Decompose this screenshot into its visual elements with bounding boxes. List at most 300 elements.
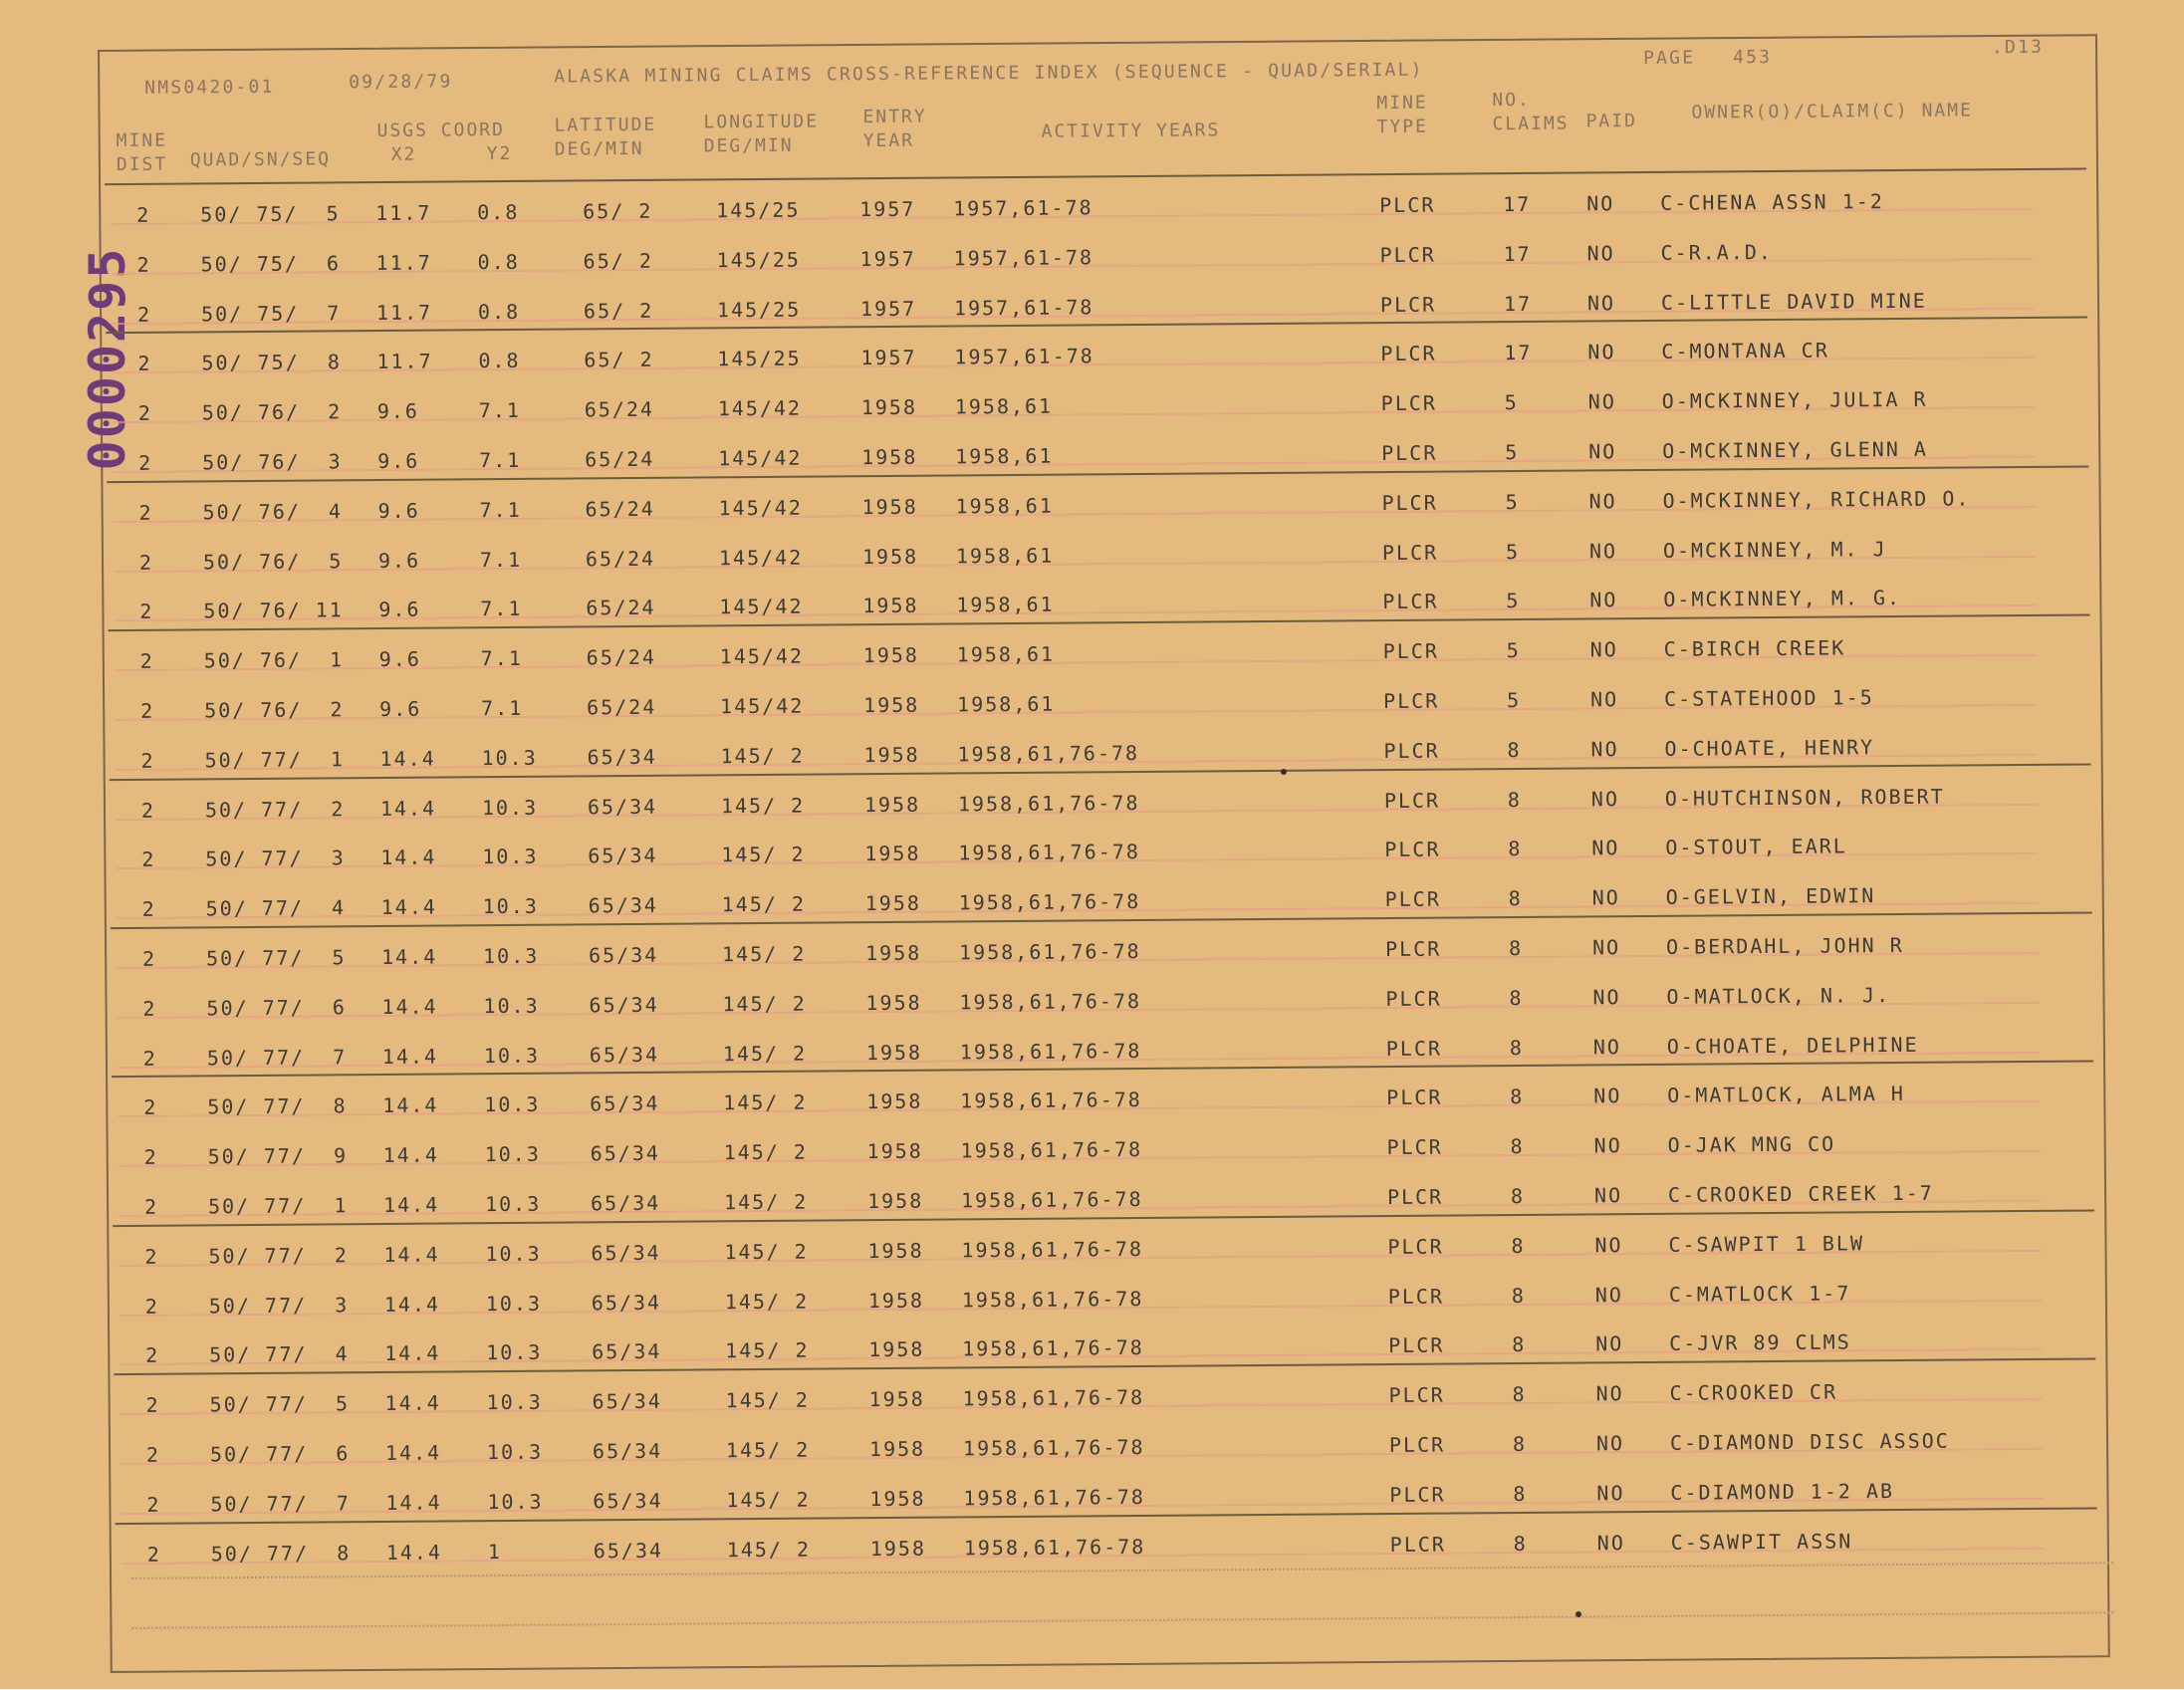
cell-y2: 0.8 [477, 299, 521, 324]
col-x2: X2 [390, 143, 417, 165]
cell-paid: NO [1591, 836, 1620, 860]
cell-paid: NO [1586, 290, 1616, 316]
cell-paid: NO [1593, 1183, 1623, 1208]
cell-mine-type: PLCR [1383, 738, 1440, 763]
cell-latitude: 65/ 2 [583, 198, 653, 224]
cell-mine-dist: 2 [145, 1392, 160, 1418]
cell-paid: NO [1588, 489, 1617, 514]
cell-longitude: 145/42 [720, 693, 805, 719]
cell-entry-year: 1957 [859, 246, 916, 271]
cell-longitude: 145/ 2 [724, 1289, 810, 1314]
cell-mine-type: PLCR [1386, 1085, 1443, 1110]
cell-owner-claim-name: C-CHENA ASSN 1-2 [1660, 189, 1884, 215]
cell-quad-sn-seq: 50/ 77/ 8 [210, 1540, 352, 1566]
cell-owner-claim-name: C-SAWPIT ASSN [1670, 1528, 1853, 1555]
cell-no-claims: 8 [1510, 1134, 1525, 1159]
cell-entry-year: 1958 [862, 642, 919, 668]
cell-quad-sn-seq: 50/ 77/ 7 [206, 1044, 348, 1070]
cell-longitude: 145/42 [717, 395, 803, 421]
cell-x2: 11.7 [376, 349, 433, 374]
cell-latitude: 65/34 [587, 744, 657, 770]
blank-line [131, 1611, 2113, 1629]
sheet-code: .D13 [1991, 36, 2045, 59]
cell-latitude: 65/24 [587, 694, 657, 720]
cell-quad-sn-seq: 50/ 76/ 2 [201, 399, 343, 425]
cell-y2: 10.3 [482, 943, 540, 969]
cell-quad-sn-seq: 50/ 77/ 4 [205, 895, 347, 921]
cell-y2: 0.8 [477, 249, 520, 274]
cell-y2: 10.3 [482, 845, 539, 869]
cell-no-claims: 17 [1503, 241, 1532, 266]
row-separator [105, 167, 2086, 185]
cell-activity-years: 1958,61,76-78 [963, 1534, 1146, 1560]
cell-paid: NO [1595, 1431, 1625, 1456]
cell-mine-dist: 2 [140, 798, 156, 823]
cell-latitude: 65/34 [593, 1538, 664, 1563]
cell-longitude: 145/ 2 [725, 1337, 810, 1363]
cell-latitude: 65/ 2 [583, 248, 653, 274]
cell-activity-years: 1957,61-78 [954, 344, 1094, 369]
cell-longitude: 145/ 2 [723, 1139, 808, 1165]
cell-paid: NO [1589, 637, 1618, 662]
cell-no-claims: 8 [1509, 985, 1524, 1010]
cell-quad-sn-seq: 50/ 76/ 4 [202, 499, 344, 525]
page-label: PAGE [1642, 47, 1696, 69]
cell-activity-years: 1958,61 [956, 641, 1056, 667]
cell-no-claims: 8 [1508, 837, 1523, 861]
cell-mine-dist: 2 [138, 500, 153, 525]
cell-owner-claim-name: O-HUTCHINSON, ROBERT [1664, 784, 1945, 811]
cell-y2: 10.3 [486, 1439, 544, 1465]
cell-mine-type: PLCR [1380, 390, 1438, 416]
cell-owner-claim-name: O-JAK MNG CO [1667, 1131, 1836, 1158]
cell-latitude: 65/34 [589, 992, 659, 1018]
cell-y2: 10.3 [481, 745, 538, 770]
cell-activity-years: 1957,61-78 [953, 195, 1093, 221]
cell-mine-type: PLCR [1388, 1432, 1446, 1458]
cell-no-claims: 5 [1505, 489, 1520, 514]
cell-quad-sn-seq: 50/ 76/ 2 [204, 697, 345, 723]
cell-x2: 14.4 [382, 1142, 439, 1168]
cell-x2: 14.4 [383, 1242, 440, 1267]
cell-owner-claim-name: O-CHOATE, HENRY [1664, 734, 1875, 761]
cell-entry-year: 1958 [868, 1337, 925, 1362]
cell-owner-claim-name: O-MCKINNEY, M. G. [1663, 586, 1902, 612]
cell-y2: 7.1 [480, 597, 523, 621]
col-y2: Y2 [486, 142, 513, 165]
cell-no-claims: 8 [1512, 1431, 1528, 1457]
cell-y2: 0.8 [478, 349, 521, 373]
cell-mine-dist: 2 [140, 698, 155, 723]
cell-paid: NO [1589, 588, 1618, 612]
cell-quad-sn-seq: 50/ 77/ 5 [209, 1391, 351, 1417]
cell-owner-claim-name: O-BERDAHL, JOHN R [1665, 932, 1904, 959]
cell-mine-dist: 2 [141, 946, 157, 971]
cell-latitude: 65/34 [588, 942, 659, 968]
cell-paid: NO [1590, 786, 1620, 812]
cell-activity-years: 1958,61,76-78 [962, 1385, 1145, 1411]
cell-x2: 14.4 [384, 1390, 441, 1416]
cell-activity-years: 1958,61 [955, 443, 1054, 469]
cell-mine-type: PLCR [1386, 1184, 1444, 1210]
cell-activity-years: 1958,61 [955, 493, 1054, 519]
cell-longitude: 145/ 2 [721, 843, 806, 867]
cell-y2: 7.1 [480, 646, 523, 671]
cell-quad-sn-seq: 50/ 77/ 8 [207, 1093, 348, 1119]
cell-activity-years: 1957,61-78 [953, 245, 1094, 271]
cell-quad-sn-seq: 50/ 77/ 6 [209, 1441, 351, 1467]
cell-mine-type: PLCR [1385, 986, 1442, 1011]
cell-entry-year: 1958 [866, 1138, 923, 1164]
cell-x2: 14.4 [380, 944, 438, 969]
cell-activity-years: 1958,61,76-78 [957, 790, 1140, 817]
cell-latitude: 65/24 [586, 644, 657, 670]
cell-longitude: 145/ 2 [725, 1387, 810, 1413]
cell-no-claims: 8 [1511, 1283, 1526, 1308]
report-title: ALASKA MINING CLAIMS CROSS-REFERENCE INDEX (SEQUENCE - QUAD/SERIAL) [554, 59, 1424, 88]
cell-longitude: 145/42 [718, 495, 803, 521]
cell-mine-type: PLCR [1386, 1134, 1443, 1160]
cell-paid: NO [1587, 389, 1616, 414]
cell-mine-dist: 2 [137, 400, 152, 426]
cell-longitude: 145/ 2 [724, 1239, 809, 1265]
cell-longitude: 145/ 2 [721, 891, 807, 917]
cell-owner-claim-name: O-GELVIN, EDWIN [1665, 883, 1876, 910]
cell-no-claims: 17 [1504, 341, 1533, 365]
cell-mine-type: PLCR [1387, 1284, 1445, 1309]
cell-longitude: 145/ 2 [726, 1487, 811, 1513]
cell-quad-sn-seq: 50/ 77/ 6 [206, 995, 347, 1021]
cell-entry-year: 1958 [861, 544, 919, 569]
page-number: 453 [1732, 46, 1773, 69]
cell-mine-type: PLCR [1384, 886, 1441, 912]
cell-quad-sn-seq: 50/ 77/ 9 [207, 1143, 349, 1169]
cell-entry-year: 1958 [864, 940, 922, 966]
cell-mine-dist: 2 [146, 1492, 161, 1517]
cell-owner-claim-name: O-MCKINNEY, GLENN A [1662, 436, 1929, 463]
cell-quad-sn-seq: 50/ 75/ 7 [200, 300, 342, 326]
cell-quad-sn-seq: 50/ 77/ 2 [204, 796, 346, 822]
cell-paid: NO [1591, 935, 1621, 960]
cell-x2: 9.6 [378, 646, 421, 672]
cell-latitude: 65/34 [592, 1339, 662, 1364]
cell-longitude: 145/ 2 [723, 1189, 809, 1215]
cell-latitude: 65/34 [589, 1042, 660, 1067]
cell-mine-type: PLCR [1381, 540, 1439, 565]
cell-latitude: 65/24 [585, 496, 655, 522]
cell-x2: 14.4 [380, 845, 437, 870]
cell-latitude: 65/34 [587, 794, 658, 819]
cell-entry-year: 1958 [866, 1188, 924, 1214]
cell-entry-year: 1958 [866, 1089, 923, 1114]
cell-entry-year: 1958 [864, 842, 921, 866]
cell-mine-dist: 2 [136, 252, 151, 277]
cell-owner-claim-name: O-MATLOCK, ALMA H [1667, 1082, 1906, 1108]
cell-quad-sn-seq: 50/ 76/ 1 [203, 647, 345, 673]
cell-paid: NO [1586, 191, 1615, 216]
cell-no-claims: 5 [1505, 439, 1520, 465]
cell-mine-type: PLCR [1388, 1332, 1445, 1358]
cell-y2: 1 [487, 1539, 502, 1564]
cell-longitude: 145/ 2 [721, 941, 807, 967]
cell-entry-year: 1958 [865, 990, 922, 1015]
cell-mine-type: PLCR [1381, 440, 1438, 466]
cell-mine-type: PLCR [1385, 1036, 1443, 1061]
cell-longitude: 145/ 2 [723, 1090, 808, 1115]
cell-latitude: 65/24 [585, 446, 655, 472]
cell-mine-type: PLCR [1382, 638, 1439, 664]
cell-entry-year: 1958 [861, 494, 918, 519]
cell-y2: 10.3 [483, 1043, 541, 1068]
cell-no-claims: 8 [1508, 886, 1523, 911]
cell-entry-year: 1958 [861, 444, 918, 470]
cell-no-claims: 5 [1506, 589, 1521, 613]
cell-mine-type: PLCR [1383, 788, 1441, 813]
cell-no-claims: 5 [1506, 638, 1521, 663]
cell-entry-year: 1958 [865, 1040, 923, 1065]
cell-x2: 11.7 [375, 200, 432, 225]
cell-longitude: 145/ 2 [722, 991, 807, 1017]
cell-quad-sn-seq: 50/ 76/ 11 [203, 598, 344, 623]
cell-latitude: 65/ 2 [583, 298, 654, 323]
cell-owner-claim-name: O-MATLOCK, N. J. [1666, 982, 1891, 1009]
cell-x2: 11.7 [375, 250, 432, 275]
col-usgs-coord: USGS COORD [376, 119, 506, 141]
cell-mine-dist: 2 [144, 1294, 159, 1319]
cell-owner-claim-name: O-MCKINNEY, M. J [1662, 536, 1887, 563]
cell-activity-years: 1958,61,76-78 [960, 1137, 1143, 1163]
cell-longitude: 145/42 [718, 445, 803, 471]
cell-activity-years: 1958,61,76-78 [959, 1038, 1142, 1064]
cell-activity-years: 1957,61-78 [953, 294, 1094, 321]
cell-activity-years: 1958,61,76-78 [959, 988, 1142, 1015]
cell-no-claims: 8 [1508, 935, 1524, 961]
cell-quad-sn-seq: 50/ 77/ 5 [205, 945, 347, 971]
cell-activity-years: 1958,61 [954, 393, 1054, 419]
cell-mine-type: PLCR [1384, 837, 1441, 862]
cell-mine-type: PLCR [1380, 342, 1437, 366]
cell-x2: 14.4 [381, 1044, 439, 1069]
cell-mine-dist: 2 [137, 352, 152, 376]
cell-longitude: 145/25 [716, 247, 801, 273]
cell-longitude: 145/25 [716, 197, 801, 223]
cell-owner-claim-name: C-SAWPIT 1 BLW [1668, 1231, 1865, 1257]
cell-x2: 9.6 [377, 448, 420, 473]
cell-quad-sn-seq: 50/ 76/ 5 [202, 548, 344, 574]
cell-latitude: 65/24 [586, 596, 656, 620]
cell-quad-sn-seq: 50/ 77/ 4 [209, 1341, 350, 1367]
cell-owner-claim-name: C-DIAMOND DISC ASSOC [1669, 1428, 1950, 1455]
cell-y2: 0.8 [477, 199, 520, 225]
cell-longitude: 145/ 2 [720, 793, 806, 818]
col-owner-claim-name: OWNER(O)/CLAIM(C) NAME [1691, 100, 1973, 123]
cell-activity-years: 1958,61,76-78 [960, 1087, 1142, 1113]
ink-speck [1576, 1611, 1581, 1617]
cell-activity-years: 1958,61,76-78 [958, 938, 1141, 965]
cell-quad-sn-seq: 50/ 77/ 7 [210, 1491, 351, 1517]
cell-owner-claim-name: C-LITTLE DAVID MINE [1660, 288, 1927, 315]
cell-mine-type: PLCR [1382, 590, 1439, 614]
cell-mine-type: PLCR [1384, 936, 1442, 962]
cell-entry-year: 1958 [869, 1486, 926, 1511]
cell-latitude: 65/34 [592, 1438, 663, 1464]
cell-paid: NO [1596, 1530, 1625, 1555]
cell-no-claims: 8 [1513, 1531, 1528, 1556]
cell-longitude: 145/42 [719, 643, 805, 669]
cell-longitude: 145/ 2 [722, 1041, 808, 1066]
cell-mine-dist: 2 [143, 1095, 158, 1120]
cell-paid: NO [1593, 1084, 1622, 1108]
cell-paid: NO [1587, 340, 1616, 364]
cell-mine-type: PLCR [1388, 1382, 1445, 1408]
cell-no-claims: 8 [1512, 1332, 1527, 1357]
col-paid: PAID [1585, 111, 1637, 132]
cell-no-claims: 5 [1504, 390, 1519, 415]
cell-mine-dist: 2 [143, 1194, 159, 1219]
cell-latitude: 65/24 [584, 396, 655, 422]
cell-owner-claim-name: C-JVR 89 CLMS [1669, 1329, 1851, 1356]
cell-quad-sn-seq: 50/ 77/ 3 [208, 1292, 350, 1318]
cell-latitude: 65/34 [590, 1190, 661, 1216]
cell-longitude: 145/ 2 [720, 743, 805, 769]
cell-mine-dist: 2 [143, 1144, 158, 1170]
cell-quad-sn-seq: 50/ 75/ 8 [201, 350, 342, 375]
cell-mine-dist: 2 [145, 1442, 161, 1467]
cell-activity-years: 1958,61,76-78 [961, 1286, 1144, 1312]
cell-longitude: 145/ 2 [725, 1437, 811, 1463]
cell-paid: NO [1586, 241, 1615, 266]
col-latitude: LATITUDE DEG/MIN [554, 114, 657, 160]
cell-y2: 10.3 [484, 1191, 542, 1217]
cell-owner-claim-name: C-CROOKED CR [1669, 1379, 1838, 1406]
cell-entry-year: 1958 [862, 594, 919, 618]
cell-mine-dist: 2 [139, 648, 154, 674]
cell-x2: 9.6 [376, 398, 419, 424]
cell-mine-type: PLCR [1389, 1482, 1446, 1507]
cell-paid: NO [1588, 538, 1618, 564]
cell-x2: 14.4 [379, 796, 437, 821]
cell-activity-years: 1958,61,76-78 [962, 1335, 1144, 1361]
cell-no-claims: 8 [1509, 1035, 1524, 1060]
cell-no-claims: 8 [1511, 1233, 1526, 1258]
cell-latitude: 65/34 [591, 1240, 661, 1266]
cell-y2: 7.1 [481, 695, 524, 721]
cell-latitude: 65/34 [588, 892, 658, 918]
cell-longitude: 145/ 2 [726, 1537, 812, 1562]
cell-activity-years: 1958,61,76-78 [958, 840, 1140, 865]
cell-owner-claim-name: O-CHOATE, DELPHINE [1666, 1032, 1919, 1059]
cell-x2: 14.4 [385, 1490, 442, 1515]
cell-mine-dist: 2 [146, 1542, 161, 1567]
cell-no-claims: 8 [1510, 1085, 1525, 1109]
cell-activity-years: 1958,61,76-78 [958, 889, 1141, 915]
cell-mine-type: PLCR [1379, 192, 1436, 218]
cell-paid: NO [1596, 1480, 1625, 1506]
cell-entry-year: 1957 [860, 346, 917, 370]
report-date: 09/28/79 [349, 71, 453, 94]
cell-owner-claim-name: C-R.A.D. [1660, 239, 1773, 265]
cell-mine-dist: 2 [140, 748, 155, 773]
cell-activity-years: 1958,61,76-78 [957, 740, 1140, 767]
cell-longitude: 145/42 [719, 595, 804, 619]
cell-x2: 14.4 [384, 1340, 441, 1366]
cell-no-claims: 8 [1507, 737, 1522, 762]
cell-quad-sn-seq: 50/ 77/ 2 [208, 1243, 349, 1269]
cell-latitude: 65/34 [593, 1488, 663, 1514]
cell-paid: NO [1593, 1133, 1622, 1158]
cell-no-claims: 17 [1503, 291, 1533, 316]
cell-owner-claim-name: C-BIRCH CREEK [1663, 635, 1846, 662]
cell-x2: 9.6 [378, 598, 421, 622]
cell-paid: NO [1594, 1282, 1623, 1307]
cell-mine-type: PLCR [1379, 292, 1437, 317]
cell-y2: 10.3 [485, 1291, 543, 1316]
cell-latitude: 65/34 [590, 1091, 660, 1116]
cell-x2: 9.6 [379, 696, 422, 721]
cell-y2: 10.3 [482, 893, 539, 919]
cell-mine-dist: 2 [142, 996, 157, 1021]
cell-y2: 10.3 [484, 1141, 541, 1167]
cell-activity-years: 1958,61 [957, 691, 1056, 717]
cell-entry-year: 1958 [868, 1386, 925, 1412]
cell-paid: NO [1595, 1381, 1624, 1406]
cell-entry-year: 1957 [859, 296, 917, 321]
cell-quad-sn-seq: 50/ 77/ 1 [204, 747, 346, 773]
cell-paid: NO [1592, 984, 1621, 1010]
cell-quad-sn-seq: 50/ 75/ 5 [200, 201, 341, 227]
stamp-number: 0000295 [79, 246, 136, 471]
cell-y2: 7.1 [479, 447, 522, 473]
cell-activity-years: 1958,61,76-78 [960, 1186, 1143, 1213]
cell-owner-claim-name: O-MCKINNEY, RICHARD O. [1662, 486, 1971, 513]
cell-x2: 14.4 [383, 1292, 441, 1317]
cell-y2: 10.3 [483, 993, 540, 1018]
cell-paid: NO [1592, 1034, 1622, 1060]
cell-entry-year: 1958 [868, 1436, 926, 1462]
cell-entry-year: 1958 [863, 742, 920, 767]
cell-owner-claim-name: O-STOUT, EARL [1665, 834, 1847, 860]
cell-mine-dist: 2 [139, 600, 154, 624]
cell-activity-years: 1958,61 [955, 543, 1055, 569]
cell-owner-claim-name: C-MONTANA CR [1661, 338, 1829, 364]
cell-activity-years: 1958,61 [956, 593, 1055, 617]
cell-owner-claim-name: C-DIAMOND 1-2 AB [1670, 1478, 1895, 1505]
cell-entry-year: 1958 [869, 1536, 927, 1561]
cell-entry-year: 1958 [864, 890, 921, 916]
cell-y2: 10.3 [485, 1241, 542, 1266]
cell-entry-year: 1958 [860, 394, 918, 420]
cell-paid: NO [1588, 439, 1617, 464]
cell-x2: 14.4 [382, 1092, 439, 1118]
cell-no-claims: 8 [1507, 787, 1523, 812]
cell-no-claims: 8 [1510, 1183, 1526, 1209]
cell-no-claims: 8 [1512, 1382, 1527, 1407]
col-longitude: LONGITUDE DEG/MIN [703, 111, 820, 157]
cell-no-claims: 8 [1513, 1481, 1528, 1506]
cell-x2: 14.4 [384, 1440, 442, 1465]
cell-longitude: 145/42 [718, 545, 804, 570]
cell-y2: 10.3 [484, 1092, 541, 1117]
cell-mine-type: PLCR [1379, 242, 1436, 267]
cell-activity-years: 1958,61,76-78 [963, 1484, 1146, 1511]
cell-paid: NO [1590, 736, 1619, 762]
cell-latitude: 65/34 [592, 1388, 662, 1414]
cell-y2: 10.3 [486, 1340, 543, 1365]
cell-x2: 14.4 [381, 994, 438, 1019]
cell-latitude: 65/24 [585, 546, 656, 571]
cell-y2: 10.3 [486, 1389, 543, 1415]
cell-mine-dist: 2 [142, 1046, 158, 1071]
